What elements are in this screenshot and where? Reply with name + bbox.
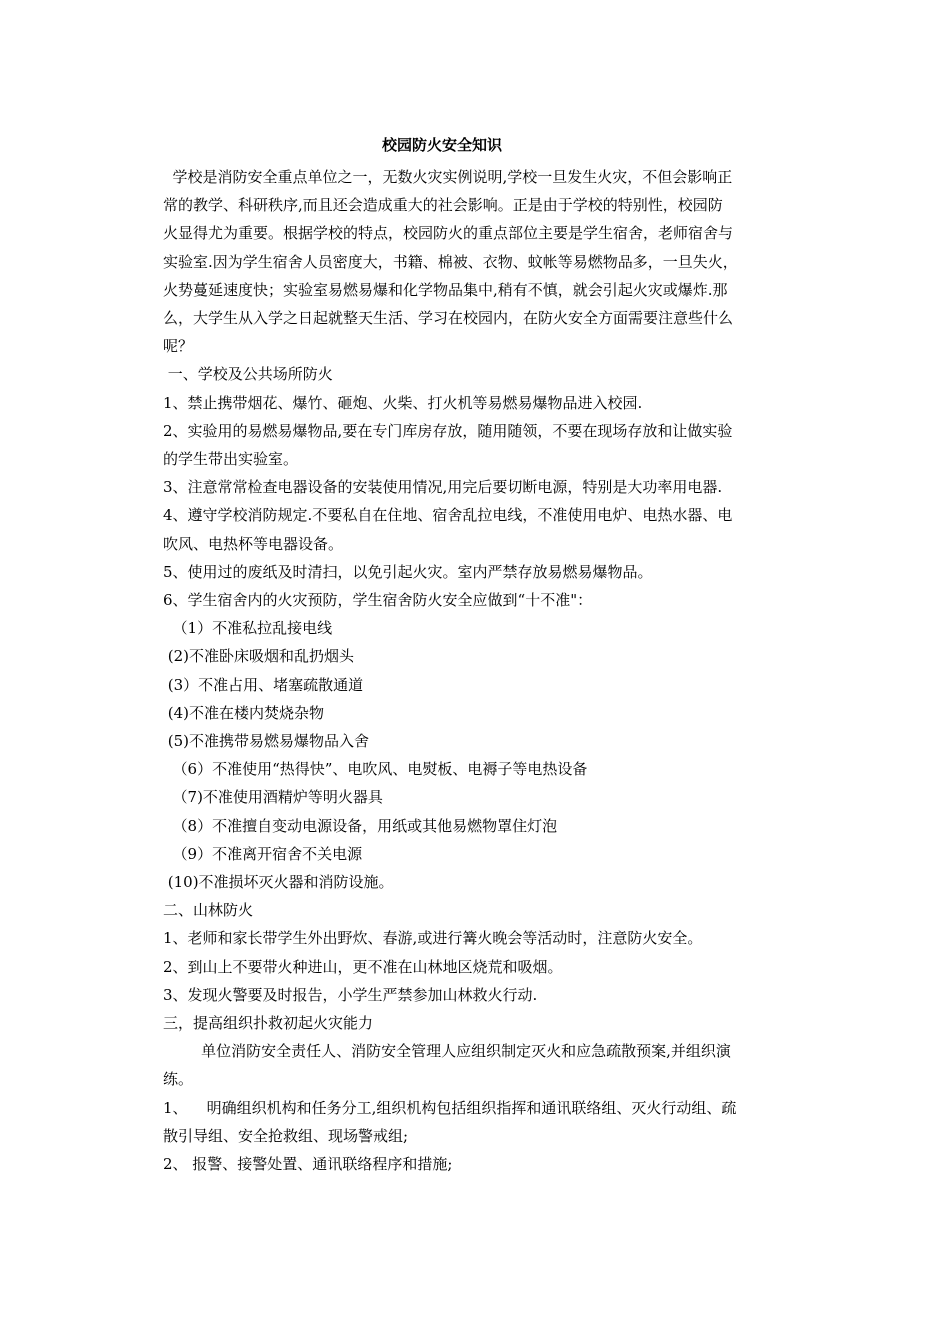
text-line: 2、 报警、接警处置、通讯联络程序和措施; (163, 1155, 453, 1173)
text-line: 学校是消防安全重点单位之一，无数火灾实例说明,学校一旦发生火灾，不但会影响正 (163, 168, 733, 186)
text-line: 2、实验用的易燃易爆物品,要在专门库房存放，随用随领，不要在现场存放和让做实验 (163, 421, 733, 440)
text-line: (5)不准携带易燃易爆物品入舍 (163, 732, 370, 750)
text-line: （8）不准擅自变动电源设备，用纸或其他易燃物罩住灯泡 (163, 816, 558, 835)
text-line: 1、老师和家长带学生外出野炊、春游,或进行篝火晚会等活动时，注意防火安全。 (163, 929, 703, 948)
text-line: 么，大学生从入学之日起就整天生活、学习在校园内，在防火安全方面需要注意些什么 (163, 309, 734, 327)
text-line: 1、禁止携带烟花、爆竹、砸炮、火柴、打火机等易燃易爆物品进入校园. (163, 393, 643, 412)
text-line: 练。 (163, 1070, 194, 1089)
text-line: （7)不准使用酒精炉等明火器具 (163, 788, 383, 807)
text-line: 散引导组、安全抢救组、现场警戒组; (163, 1126, 409, 1145)
text-line: 4、遵守学校消防规定.不要私自在住地、宿舍乱拉电线，不准使用电炉、电热水器、电 (163, 506, 733, 525)
text-line: (4)不准在楼内焚烧杂物 (163, 703, 325, 722)
text-line: 火显得尤为重要。根据学校的特点，校园防火的重点部位主要是学生宿舍，老师宿舍与 (163, 224, 734, 243)
document-title: 校园防火安全知识 (381, 136, 502, 154)
text-line: 6、学生宿舍内的火灾预防，学生宿舍防火安全应做到“十不准"： (163, 591, 593, 609)
text-line: 2、到山上不要带火种进山，更不准在山林地区烧荒和吸烟。 (163, 957, 563, 976)
text-line: 的学生带出实验室。 (163, 450, 299, 468)
text-line: 三，提高组织扑救初起火灾能力 (163, 1014, 374, 1032)
text-line: 呢？ (163, 337, 194, 356)
text-line: (10)不准损坏灭火器和消防设施。 (163, 873, 394, 891)
text-line: 火势蔓延速度快；实验室易燃易爆和化学物品集中,稍有不慎，就会引起火灾或爆炸.那 (163, 280, 728, 299)
text-line: 二、山林防火 (163, 901, 254, 920)
text-line: (3）不准占用、堵塞疏散通道 (163, 675, 364, 694)
text-line: 实验室.因为学生宿舍人员密度大，书籍、棉被、衣物、蚊帐等易燃物品多，一旦失火， (163, 252, 738, 271)
text-line: 5、使用过的废纸及时清扫，以免引起火灾。室内严禁存放易燃易爆物品。 (163, 562, 653, 581)
text-line: 单位消防安全责任人、消防安全管理人应组织制定灭火和应急疏散预案,并组织演 (163, 1042, 731, 1061)
text-line: （6）不准使用“热得快”、电吹风、电熨板、电褥子等电热设备 (163, 760, 588, 779)
text-line: 1、 明确组织机构和任务分工,组织机构包括组织指挥和通讯联络组、灭火行动组、疏 (163, 1098, 737, 1117)
text-line: 一、学校及公共场所防火 (163, 365, 333, 384)
text-line: 3、注意常常检查电器设备的安装使用情况,用完后要切断电源，特别是大功率用电器. (163, 478, 723, 497)
text-line: 常的教学、科研秩序,而且还会造成重大的社会影响。正是由于学校的特别性，校园防 (163, 196, 723, 215)
text-line: (2)不准卧床吸烟和乱扔烟头 (163, 647, 355, 666)
text-line: 3、发现火警要及时报告，小学生严禁参加山林救火行动. (163, 985, 538, 1004)
text-line: 吹风、电热杯等电器设备。 (163, 534, 344, 553)
text-line: （1）不准私拉乱接电线 (163, 619, 333, 638)
text-line: （9）不准离开宿舍不关电源 (163, 844, 363, 863)
